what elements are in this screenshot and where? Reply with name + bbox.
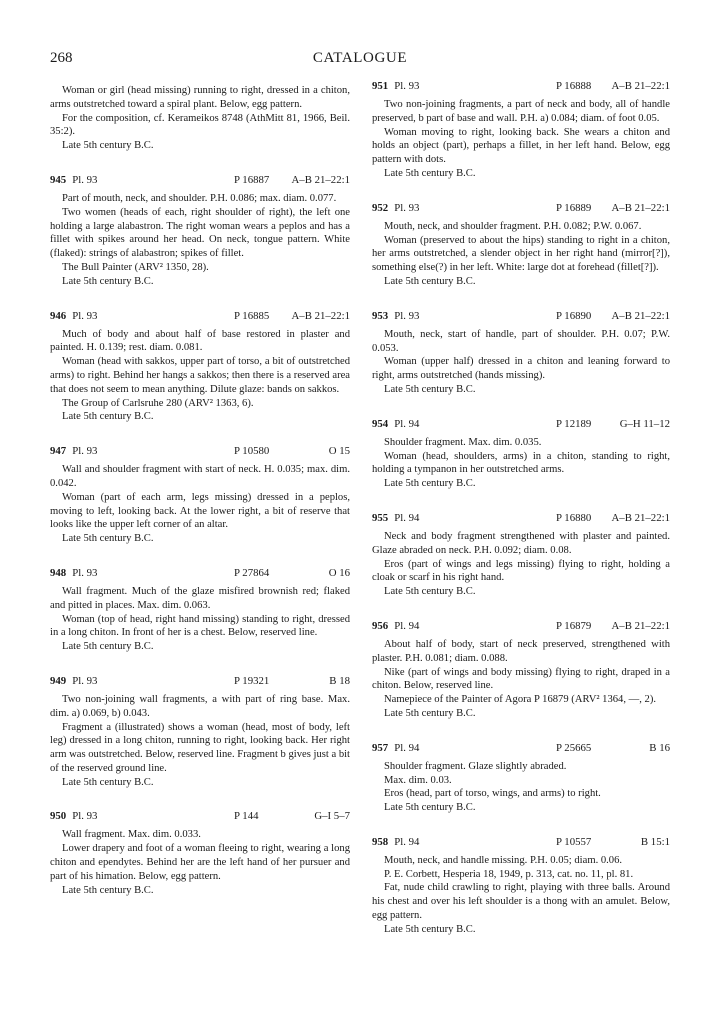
grid-reference: B 16 [649,741,670,754]
catalogue-entry [372,620,670,721]
entry-date: Late 5th century B.C. [62,641,154,653]
entry-paragraph: P. E. Corbett, Hesperia 18, 1949, p. 313, cat. no. 11, pl. 81. [384,868,634,880]
plate-reference: Pl. 93 [72,309,98,322]
entry-paragraph: Shoulder fragment. Max. dim. 0.035. [384,436,542,448]
catalogue-entry [372,742,670,815]
entry-paragraph: Mouth, neck, and shoulder fragment. P.H. 0.082; P.W. 0.067. [384,220,642,232]
entry-number: 957 [372,741,389,754]
entry-number: 947 [50,445,67,458]
inventory-number: P 16879 [556,619,592,632]
inventory-number: P 10580 [234,445,270,458]
inventory-number: P 16885 [234,309,270,322]
entry-paragraph: Fat, nude child crawling to right, playing with three balls. Around his chest and over his left shoulder is a thong with an amulet. Below, egg pattern. [372,882,670,922]
grid-reference: B 18 [329,674,350,687]
entry-header [372,418,670,433]
catalogue-entry [50,675,350,790]
entry-date: Late 5th century B.C. [62,533,154,545]
entry-paragraph: Mouth, neck, start of handle, part of shoulder. P.H. 0.07; P.W. 0.053. [372,328,670,354]
right-column [372,80,670,958]
inventory-number: P 16880 [556,511,592,524]
plate-reference: Pl. 93 [72,674,98,687]
inventory-number: P 27864 [234,566,270,579]
entry-paragraph: Fragment a (illustrated) shows a woman (head, most of body, left leg) dressed in a long chiton, running to right, looking back. Her right arm was outstretched. Below, reserved line. Fragment b gives just a bit of the reserved ground line. [50,721,350,774]
grid-reference: O 15 [328,445,350,458]
catalogue-entry [372,310,670,397]
grid-reference: A–B 21–22:1 [611,511,670,524]
entry-paragraph: The Bull Painter (ARV² 1350, 28). [62,261,209,273]
inventory-number: P 10557 [556,835,592,848]
entry-paragraph: The Group of Carlsruhe 280 (ARV² 1363, 6). [62,397,254,409]
entry-paragraph: Woman or girl (head missing) running to right, dressed in a chiton, arms outstretched toward a spiral plant. Below, egg pattern. [50,85,350,110]
entry-number: 955 [372,511,389,524]
plate-reference: Pl. 93 [72,173,98,186]
entry-header [372,310,670,325]
entry-paragraph: Namepiece of the Painter of Agora P 16879 (ARV² 1364, —, 2). [384,694,657,706]
entry-paragraph: Woman (head with sakkos, upper part of torso, a bit of outstretched arms) to right. Behind her hangs a sakkos; then there is a reserved area that does not seem to mean anything. Dilute glaze: bands on sakkos. [50,356,350,395]
page-number: 268 [50,50,73,66]
continued-entry [50,84,350,153]
entry-date: Late 5th century B.C. [384,923,476,935]
entry-paragraph: Two women (heads of each, right shoulder of right), the left one holding a large alabastron. The right woman wears a peplos and has a fillet with spikes around her head. On neck, tongue pattern. White (flaked): strings of alabastron; spikes of fillet. [50,206,350,260]
entry-header [50,310,350,325]
entry-number: 952 [372,201,389,214]
entry-date: Late 5th century B.C. [384,707,476,719]
grid-reference: G–H 11–12 [619,417,670,430]
running-head [50,50,670,70]
entry-header [372,202,670,217]
catalogue-entry [50,810,350,897]
entry-header [372,742,670,757]
grid-reference: A–B 21–22:1 [291,309,350,322]
entry-paragraph: Woman moving to right, looking back. She wears a chiton and holds an object (part), perhaps a fillet, in her left hand. Below, egg pattern with dots. [372,126,670,166]
grid-reference: G–I 5–7 [314,810,350,823]
catalogue-entry [372,836,670,937]
entry-date: Late 5th century B.C. [384,275,476,287]
entry-paragraph: Part of mouth, neck, and shoulder. P.H. 0.086; max. diam. 0.077. [62,192,337,204]
grid-reference: A–B 21–22:1 [611,309,670,322]
entry-date: Late 5th century B.C. [384,802,476,814]
entry-paragraph: Much of body and about half of base restored in plaster and painted. H. 0.139; rest. diam. 0.081. [50,328,350,354]
plate-reference: Pl. 94 [394,741,420,754]
inventory-number: P 16888 [556,80,592,92]
entry-header [50,675,350,690]
entry-header [50,445,350,460]
entry-paragraph: Wall and shoulder fragment with start of neck. H. 0.035; max. dim. 0.042. [50,464,350,489]
inventory-number: P 144 [234,810,259,823]
plate-reference: Pl. 93 [394,201,420,214]
entry-paragraph: Woman (preserved to about the hips) standing to right in a chiton, her arms outstretched, a slender object in her right hand (mirror[?]), something else(?) in her left. White: large dot at forehead (fillet[?]). [372,234,670,274]
plate-reference: Pl. 94 [394,619,420,632]
inventory-number: P 25665 [556,741,592,754]
entry-number: 958 [372,835,389,848]
entry-paragraph: Neck and body fragment strengthened with plaster and painted. Glaze abraded on neck. P.H. 0.092; diam. 0.08. [372,530,670,556]
entry-header [372,512,670,527]
entry-paragraph: Two non-joining wall fragments, a with part of ring base. Max. dim. a) 0.069, b) 0.043. [50,693,350,719]
entry-date: Late 5th century B.C. [384,167,476,179]
entry-paragraph: Shoulder fragment. Glaze slightly abraded. [384,760,567,772]
entry-number: 946 [50,309,67,322]
entry-paragraph: Eros (part of wings and legs missing) flying to right, holding a cloak or scarf in his right hand. [372,558,670,584]
entry-number: 951 [372,80,389,92]
entry-paragraph: Two non-joining fragments, a part of neck and body, all of handle preserved, b part of base and wall. P.H. a) 0.084; diam. of foot 0.05. [372,99,670,124]
inventory-number: P 19321 [234,674,270,687]
entry-number: 948 [50,566,67,579]
plate-reference: Pl. 93 [394,309,420,322]
entry-paragraph: Eros (head, part of torso, wings, and arms) to right. [384,788,601,800]
plate-reference: Pl. 94 [394,511,420,524]
entry-header [372,620,670,635]
inventory-number: P 16889 [556,201,592,214]
entry-date: Late 5th century B.C. [384,586,476,598]
catalogue-entry [372,202,670,289]
entry-date: Late 5th century B.C. [62,884,154,896]
entry-date: Late 5th century B.C. [62,275,154,287]
entry-paragraph: Nike (part of wings and body missing) flying to right, draped in a chiton. Below, reserved line. [372,666,670,692]
catalogue-entry [50,310,350,425]
entry-header [372,80,670,95]
grid-reference: A–B 21–22:1 [291,173,350,186]
plate-reference: Pl. 94 [394,417,420,430]
left-column [50,80,350,918]
entry-header [372,836,670,851]
entry-paragraph: Max. dim. 0.03. [384,774,452,786]
catalogue-entry [50,567,350,654]
entry-date: Late 5th century B.C. [62,140,154,152]
catalogue-entry [372,512,670,599]
catalogue-entry [372,418,670,491]
entry-date: Late 5th century B.C. [62,776,154,788]
plate-reference: Pl. 93 [394,80,420,92]
entry-header [50,567,350,582]
plate-reference: Pl. 93 [72,445,98,458]
entry-paragraph: Lower drapery and foot of a woman fleeing to right, wearing a long chiton and ependytes. Behind her are the left hand of her pursuer and part of his himation. Below, egg pattern. [50,843,350,882]
grid-reference: O 16 [328,566,350,579]
entry-number: 950 [50,810,67,823]
entry-number: 945 [50,173,67,186]
plate-reference: Pl. 93 [72,566,98,579]
entry-date: Late 5th century B.C. [384,383,476,395]
catalogue-entry [50,445,350,546]
entry-date: Late 5th century B.C. [62,411,154,423]
inventory-number: P 16887 [234,173,270,186]
entry-paragraph: Woman (upper half) dressed in a chiton and leaning forward to right, arms outstretched (hands missing). [372,356,670,382]
entry-date: Late 5th century B.C. [384,478,476,490]
entry-paragraph: For the composition, cf. Kerameikos 8748 (AthMitt 81, 1966, Beil. 35:2). [50,112,350,138]
entry-paragraph: Woman (part of each arm, legs missing) dressed in a peplos, moving to left, looking back. At the lower right, a bit of reserve that looks like the upper left corner of an altar. [50,491,350,531]
entry-number: 954 [372,417,389,430]
inventory-number: P 16890 [556,309,592,322]
catalogue-entry [372,80,670,181]
running-title: CATALOGUE [312,50,408,66]
grid-reference: A–B 21–22:1 [611,619,670,632]
grid-reference: A–B 21–22:1 [611,80,670,92]
entry-paragraph: Wall fragment. Max. dim. 0.033. [62,829,201,841]
entry-paragraph: Wall fragment. Much of the glaze misfired brownish red; flaked and pitted in places. Max. dim. 0.063. [50,585,350,611]
entry-header [50,810,350,825]
entry-paragraph: Woman (head, shoulders, arms) in a chiton, standing to right, holding a tympanon in her outstretched arms. [372,450,670,476]
entry-number: 949 [50,674,67,687]
catalogue-entry [50,174,350,289]
entry-paragraph: Woman (top of head, right hand missing) standing to right, dressed in a long chiton. In front of her is a chest. Below, reserved line. [50,613,350,639]
plate-reference: Pl. 94 [394,835,420,848]
grid-reference: A–B 21–22:1 [611,201,670,214]
entry-header [50,174,350,189]
inventory-number: P 12189 [556,417,592,430]
entry-number: 956 [372,619,389,632]
grid-reference: B 15:1 [640,835,670,848]
entry-number: 953 [372,309,389,322]
entry-paragraph: Mouth, neck, and handle missing. P.H. 0.05; diam. 0.06. [384,854,623,866]
entry-paragraph: About half of body, start of neck preserved, strengthened with plaster. P.H. 0.081; diam. 0.088. [372,638,670,664]
plate-reference: Pl. 93 [72,810,98,823]
